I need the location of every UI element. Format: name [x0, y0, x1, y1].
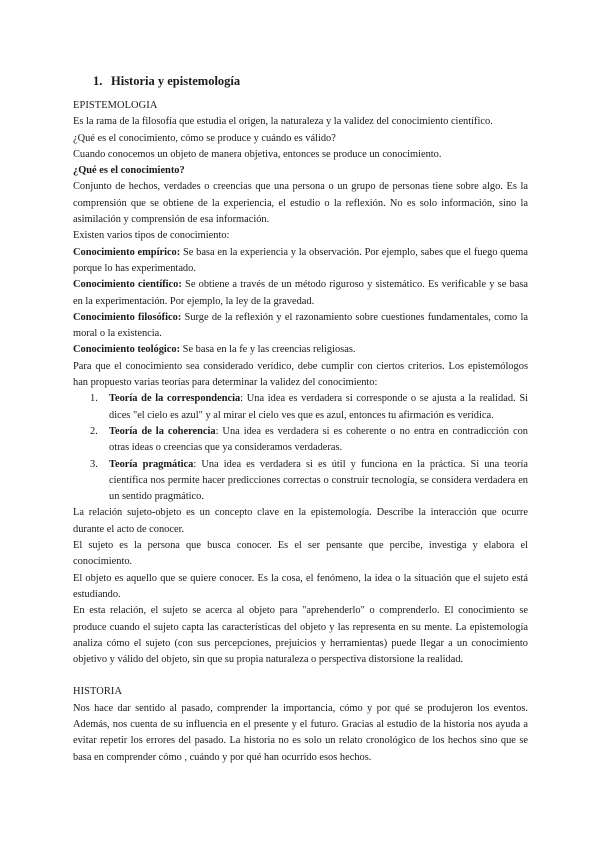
knowledge-type-text: Se obtiene a través de un método riguroso y sistemático. Es verificable y se basa en la experimentación. Por ejemplo, la ley de la gravedad.: [73, 279, 528, 307]
page-title: [93, 74, 240, 89]
historia-title: HISTORIA: [73, 686, 123, 698]
epistemologia-definition: Es la rama de la filosofía que estudia el origen, la naturaleza y la validez del conocimiento científico.: [73, 116, 493, 128]
knowledge-type-teologico: [73, 342, 528, 358]
theory-term: Teoría pragmática: [109, 458, 194, 470]
theory-term: Teoría de la coherencia: [109, 425, 216, 437]
relation-intro: La relación sujeto-objeto es un concepto clave en la epistemología. Describe la interacción que ocurre durante el acto de conocer.: [73, 507, 528, 535]
knowledge-definition: Conjunto de hechos, verdades o creencias que una persona o un grupo de personas tiene sobre algo. Es la comprensión que se obtiene de la experiencia, el estudio o la reflexión. No es solo información, sino la asimilación y comprensión de esa información.: [73, 181, 528, 226]
knowledge-type-text: Se basa en la experiencia y la observación. Por ejemplo, sabes que el fuego quema porque lo has experimentado.: [73, 246, 528, 274]
theory-text: : Una idea es verdadera si es coherente o no entra en contradicción con otras ideas o creencias que ya consideramos verdaderas.: [109, 425, 528, 454]
criteria-intro: Para que el conocimiento sea considerado verídico, debe cumplir con ciertos criterios. Los epistemólogos han propuesto varias teorías para determinar la validez del conocimiento:: [73, 360, 528, 389]
epistemologia-statement: Cuando conocemos un objeto de manera objetiva, entonces se produce un conocimiento.: [73, 148, 442, 160]
theory-coherencia: [73, 424, 528, 457]
historia-text: Nos hace dar sentido al pasado, comprender la importancia, cómo y por qué se produjeron los eventos. Además, nos cuenta de su influencia en el presente y el futuro. Gracias al estudio de la historia nos ayuda a evitar repetir los errores del pasado. La historia no es solo un relato cronológico de los hechos sino que se basa en comprender cómo , cuándo y por qué han ocurrido esos hechos.: [73, 702, 528, 763]
heading-text: Historia y epistemología: [111, 74, 241, 88]
relation-detail: En esta relación, el sujeto se acerca al objeto para "aprehenderlo" o comprenderlo. El conocimiento se produce cuando el sujeto capta las características del objeto y las representa en su mente. La epistemología analiza cómo el sujeto (con sus percepciones, prejuicios y herramientas) puede llegar a un conocimiento objetivo y válido del objeto, sin que su propia naturaleza o perspectiva distorsione la realidad.: [73, 605, 528, 666]
document-body: [73, 98, 528, 766]
knowledge-type-text: Surge de la reflexión y el razonamiento sobre cuestiones fundamentales, como la moral o la existencia.: [73, 311, 528, 340]
theory-text: : Una idea es verdadera si corresponde o se ajusta a la realidad. Si dices "el cielo es azul" y al mirar el cielo ves que es azul, entonces tu afirmación es verídica.: [109, 393, 529, 421]
theory-text: : Una idea es verdadera si es útil y funciona en la práctica. Si una teoría científica nos permite hacer predicciones correctas o construir tecnología, se considera verdadera en un sentido pragmático.: [109, 458, 528, 503]
theory-term: Teoría de la correspondencia: [109, 393, 241, 405]
types-intro: Existen varios tipos de conocimiento:: [73, 230, 230, 242]
knowledge-type-term: Conocimiento científico:: [73, 279, 182, 291]
theory-pragmatica: [73, 457, 528, 506]
theory-correspondencia: [73, 391, 528, 424]
knowledge-type-term: Conocimiento empírico:: [73, 246, 181, 258]
knowledge-type-term: Conocimiento teológico:: [73, 344, 181, 356]
subject-definition: El sujeto es la persona que busca conocer. Es el ser pensante que percibe, investiga y elabora el conocimiento.: [73, 540, 528, 568]
knowledge-subheading-text: ¿Qué es el conocimiento?: [73, 165, 185, 177]
knowledge-type-filosofico: [73, 310, 528, 343]
list-number: 3.: [90, 458, 98, 470]
section-spacer: [73, 668, 528, 684]
heading-number: 1.: [93, 74, 103, 88]
knowledge-type-empirico: [73, 245, 528, 278]
knowledge-type-text: Se basa en la fe y las creencias religiosas.: [180, 344, 356, 356]
knowledge-subheading: [73, 163, 528, 179]
epistemologia-title: EPISTEMOLOGIA: [73, 100, 158, 111]
knowledge-type-term: Conocimiento filosófico:: [73, 311, 182, 323]
list-number: 2.: [90, 425, 98, 437]
object-definition: El objeto es aquello que se quiere conocer. Es la cosa, el fenómeno, la idea o la situación que el sujeto está estudiando.: [73, 572, 528, 600]
knowledge-type-cientifico: [73, 277, 528, 310]
epistemologia-question: ¿Qué es el conocimiento, cómo se produce y cuándo es válido?: [73, 132, 336, 144]
list-number: 1.: [90, 393, 98, 405]
theories-list: [73, 391, 528, 505]
